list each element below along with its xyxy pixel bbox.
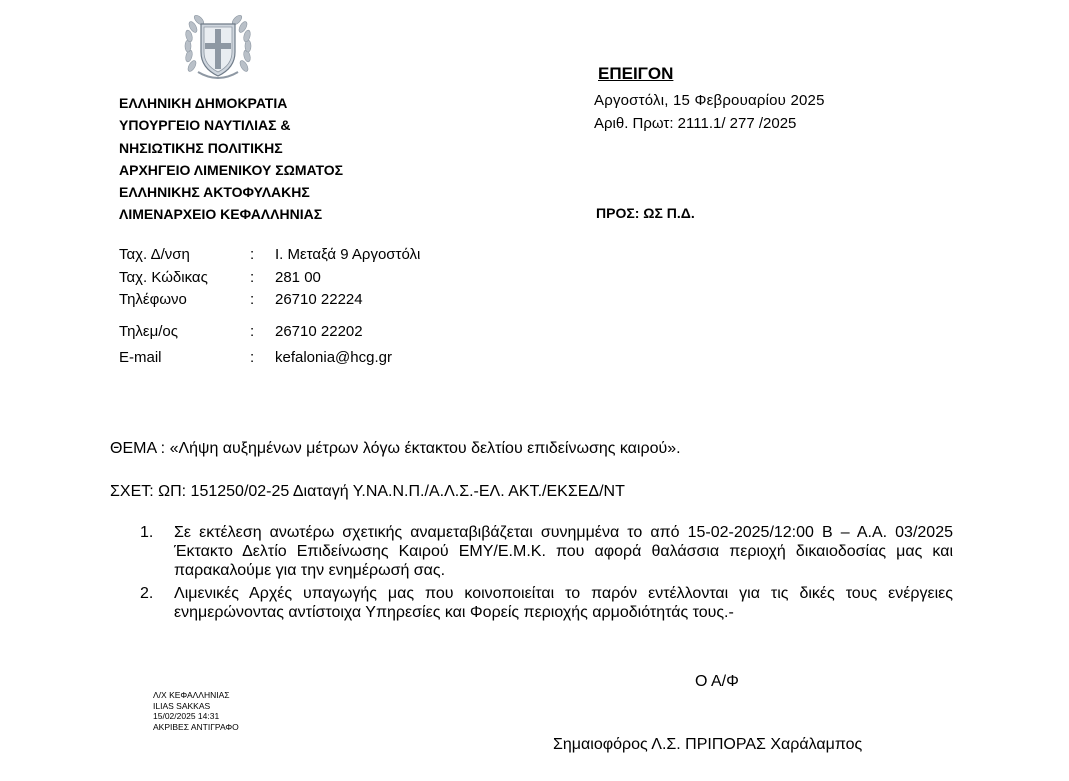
contact-label: Τηλεμ/ος: [119, 323, 178, 340]
contact-value: 281 00: [275, 269, 321, 286]
contact-separator: :: [250, 269, 255, 286]
recipient-line: ΠΡΟΣ: ΩΣ Π.Δ.: [596, 205, 695, 221]
numbered-paragraphs: [140, 523, 953, 626]
contact-separator: :: [250, 246, 255, 263]
org-line: ΑΡΧΗΓΕΙΟ ΛΙΜΕΝΙΚΟΥ ΣΩΜΑΤΟΣ: [119, 161, 344, 178]
stamp-line: ΑΚΡΙΒΕΣ ΑΝΤΙΓΡΑΦΟ: [153, 721, 239, 732]
org-line: ΕΛΛΗΝΙΚΗ ΔΗΜΟΚΡΑΤΙΑ: [119, 95, 288, 111]
item-text: Λιμενικές Αρχές υπαγωγής μας που κοινοποιείται το παρόν εντέλλονται για τις δικές τους ενέργειες ενημερώνοντας αντίστοιχα Υπηρεσίες και Φορείς περιοχής αρμοδιότητάς τους.-: [174, 585, 953, 621]
org-line: ΥΠΟΥΡΓΕΙΟ ΝΑΥΤΙΛΙΑΣ &: [119, 117, 291, 134]
reference-line: ΣΧΕΤ: ΩΠ: 151250/02-25 Διαταγή Υ.ΝΑ.Ν.Π./Α.Λ.Σ.-ΕΛ. ΑΚΤ./ΕΚΣΕΔ/ΝΤ: [110, 483, 625, 500]
stamp-line: Λ/Χ ΚΕΦΑΛΛΗΝΙΑΣ: [153, 690, 230, 700]
signer-name: Σημαιοφόρος Λ.Σ. ΠΡΙΠΟΡΑΣ Χαράλαμπος: [553, 736, 863, 753]
list-item: [140, 584, 953, 622]
stamp-line: 15/02/2025 14:31: [153, 711, 220, 721]
org-line: ΝΗΣΙΩΤΙΚΗΣ ΠΟΛΙΤΙΚΗΣ: [119, 139, 283, 156]
stamp-line: ILIAS SAKKAS: [153, 700, 211, 711]
org-line: ΕΛΛΗΝΙΚΗΣ ΑΚΤΟΦΥΛΑΚΗΣ: [119, 184, 310, 201]
contact-label: Ταχ. Δ/νση: [119, 246, 190, 263]
subject-line: ΘΕΜΑ : «Λήψη αυξημένων μέτρων λόγω έκτακτου δελτίου επιδείνωσης καιρού».: [110, 440, 681, 457]
greek-coat-of-arms-icon: [184, 12, 252, 84]
contact-label: E-mail: [119, 349, 162, 366]
contact-label: Τηλέφωνο: [119, 291, 187, 308]
digital-signature-stamp: [153, 690, 239, 732]
org-line: ΛΙΜΕΝΑΡΧΕΙΟ ΚΕΦΑΛΛΗΝΙΑΣ: [119, 206, 323, 223]
contact-separator: :: [250, 291, 255, 308]
classification-label: ΕΠΕΙΓΟΝ: [598, 64, 674, 83]
contact-label: Ταχ. Κώδικας: [119, 269, 208, 286]
contact-value: kefalonia@hcg.gr: [275, 349, 392, 366]
contact-value: 26710 22202: [275, 323, 363, 340]
list-item: [140, 523, 953, 580]
place-date: Αργοστόλι, 15 Φεβρουαρίου 2025: [594, 92, 825, 109]
contact-value: 26710 22224: [275, 291, 363, 308]
contact-separator: :: [250, 323, 255, 340]
contact-separator: :: [250, 349, 255, 366]
protocol-number: Αριθ. Πρωτ: 2111.1/ 277 /2025: [594, 115, 797, 132]
item-number: 1.: [140, 524, 154, 541]
on-behalf-label: Ο Α/Φ: [695, 673, 739, 690]
item-text: Σε εκτέλεση ανωτέρω σχετικής αναμεταβιβάζεται συνημμένα το από 15-02-2025/12:00 Β – Α.Α. 03/2025 Έκτακτο Δελτίο Επιδείνωσης Καιρού ΕΜΥ/Ε.Μ.Κ. που αφορά θαλάσσια περιοχή δικαιοδοσίας μας και παρακαλούμε για την ενημέρωσή σας.: [174, 524, 953, 579]
organization-block: [119, 92, 343, 226]
item-number: 2.: [140, 585, 154, 602]
contact-value: Ι. Μεταξά 9 Αργοστόλι: [275, 246, 421, 263]
